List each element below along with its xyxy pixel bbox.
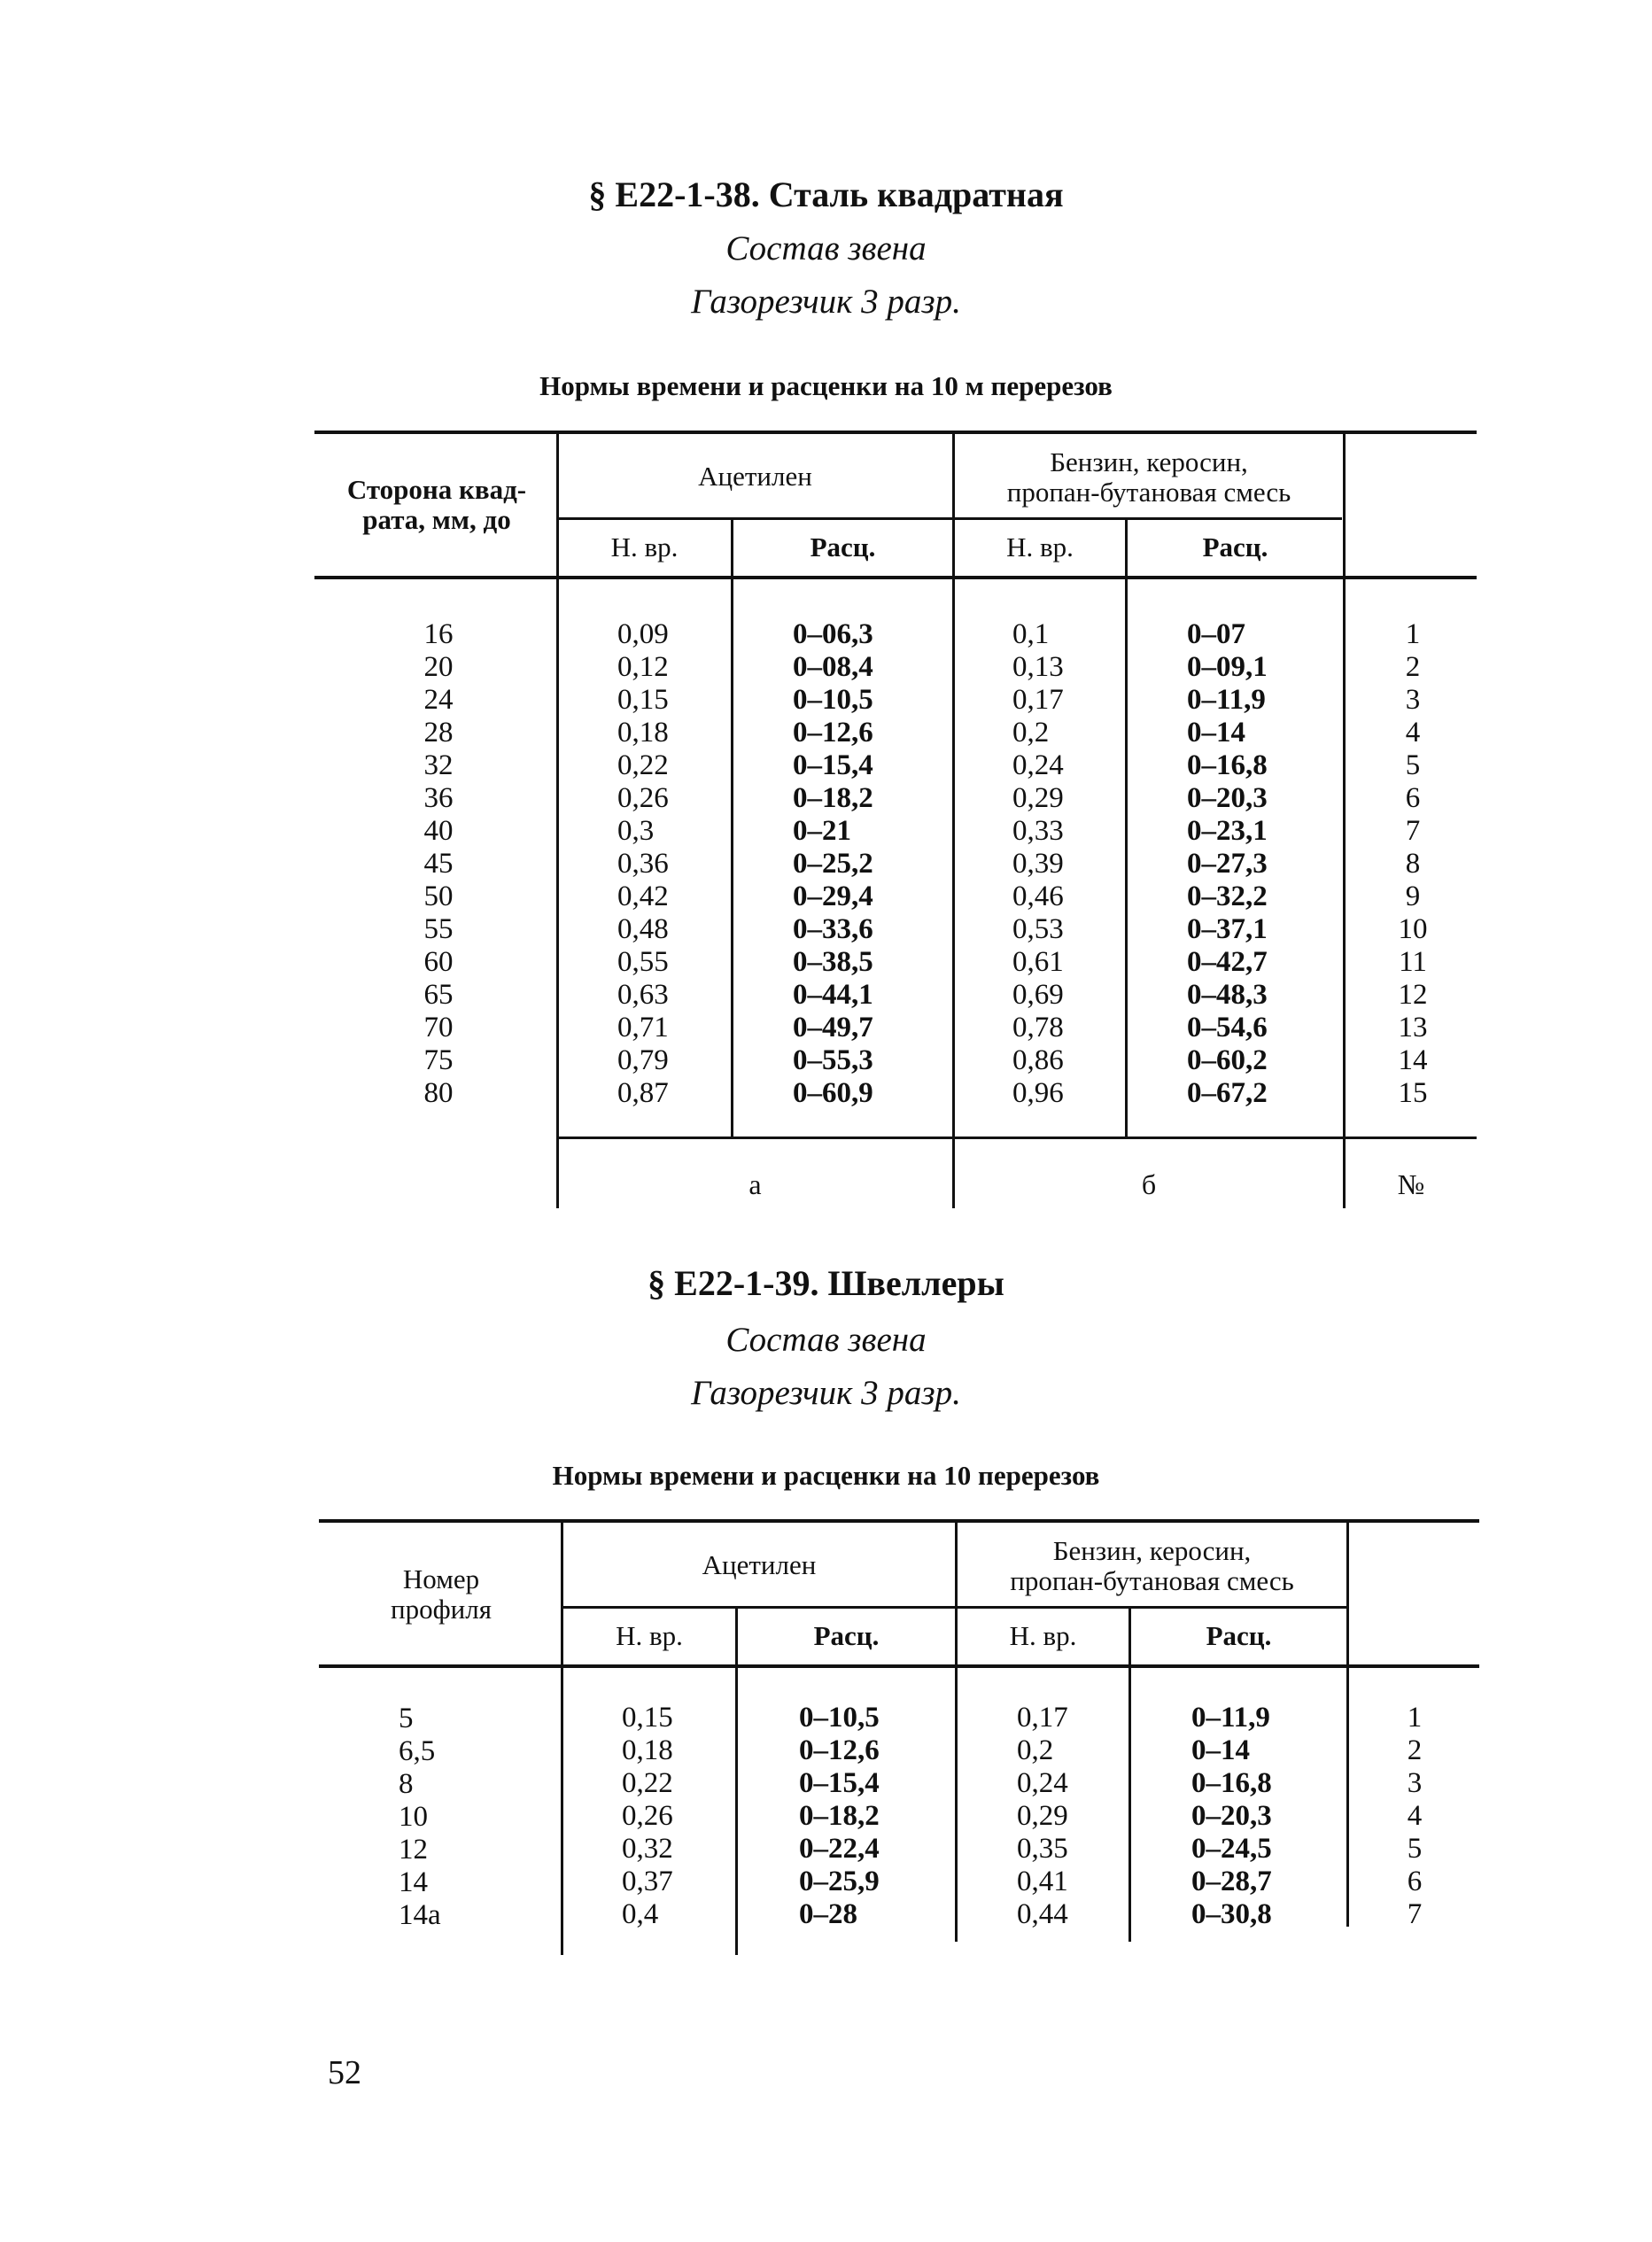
table-cell: 0,36 [617, 848, 669, 880]
table-1-group-rule [556, 517, 1342, 520]
table-cell: 0–48,3 [1187, 979, 1268, 1011]
table-cell: 20 [423, 651, 454, 683]
table-cell: 55 [423, 913, 454, 945]
table-cell: 0–12,6 [793, 717, 873, 749]
table-cell: 0,18 [617, 717, 669, 749]
table-cell: 0,3 [617, 815, 655, 847]
table-1-col-b-nvr [1012, 618, 1064, 1110]
table-2-col-profile-header: Номер профиля [391, 1563, 492, 1625]
table-cell: 70 [423, 1012, 454, 1043]
table-cell: 0,55 [617, 946, 669, 978]
table-cell: 0–28,7 [1191, 1866, 1272, 1897]
table-1-sub-nvr-b: Н. вр. [1006, 531, 1074, 562]
table-cell: 0,96 [1012, 1077, 1064, 1109]
table-cell: 80 [423, 1077, 454, 1109]
table-cell: 0,26 [617, 782, 669, 814]
table-cell: 0,2 [1017, 1734, 1054, 1766]
table-cell: 7 [1405, 815, 1421, 847]
section-2-crew-heading: Состав звена [725, 1321, 927, 1359]
table-cell: 0,24 [1017, 1767, 1068, 1799]
table-cell: 0–28 [799, 1898, 857, 1930]
table-cell: 36 [423, 782, 454, 814]
table-cell: 0–29,4 [793, 881, 873, 912]
section-1-table-caption: Нормы времени и расценки на 10 м перерезов [539, 370, 1113, 401]
table-2-vline-1 [561, 1521, 563, 1955]
table-cell: 0,35 [1017, 1833, 1068, 1865]
table-cell: 10 [399, 1801, 428, 1833]
table-cell: 0,37 [622, 1866, 673, 1897]
table-1-group-benzine: Бензин, керосин, пропан-бутановая смесь [1006, 446, 1291, 508]
table-cell: 0,24 [1012, 749, 1064, 781]
table-cell: 0–11,9 [1191, 1702, 1270, 1734]
table-1-sub-nvr-a: Н. вр. [610, 531, 679, 562]
table-2-sub-rasc-a: Расц. [813, 1620, 880, 1651]
table-cell: 0–15,4 [793, 749, 873, 781]
table-cell: 24 [423, 684, 454, 716]
table-cell: 0–25,9 [799, 1866, 880, 1897]
table-cell: 0–10,5 [793, 684, 873, 716]
table-cell: 15 [1398, 1077, 1428, 1109]
table-2-sub-rasc-b: Расц. [1206, 1620, 1272, 1651]
table-2-col-num [1384, 1702, 1446, 1931]
table-cell: 5 [1407, 1833, 1423, 1865]
table-2-vline-5 [1346, 1521, 1349, 1927]
table-1-vline-4 [1125, 519, 1128, 1137]
table-cell: 0–60,2 [1187, 1044, 1268, 1076]
table-cell: 0,42 [617, 881, 669, 912]
table-cell: 8 [1405, 848, 1421, 880]
table-cell: 14 [399, 1866, 428, 1898]
table-cell: 0,69 [1012, 979, 1064, 1011]
table-cell: 0–12,6 [799, 1734, 880, 1766]
table-cell: 10 [1398, 913, 1428, 945]
table-cell: 4 [1405, 717, 1421, 749]
table-cell: 6 [1407, 1866, 1423, 1897]
table-cell: 0,09 [617, 618, 669, 650]
table-cell: 1 [1405, 618, 1421, 650]
section-1-title: § Е22-1-38. Сталь квадратная [588, 175, 1064, 214]
table-cell: 0–06,3 [793, 618, 873, 650]
table-cell: 0–16,8 [1187, 749, 1268, 781]
table-1-sub-rasc-b: Расц. [1202, 531, 1268, 562]
table-cell: 0–08,4 [793, 651, 873, 683]
table-1-col-a-rasc [793, 618, 873, 1110]
table-cell: 28 [423, 717, 454, 749]
table-cell: 12 [1398, 979, 1428, 1011]
table-1-sub-rasc-a: Расц. [810, 531, 876, 562]
table-cell: 0,4 [622, 1898, 659, 1930]
table-cell: 0–60,9 [793, 1077, 873, 1109]
table-cell: 0–42,7 [1187, 946, 1268, 978]
table-cell: 0,87 [617, 1077, 669, 1109]
table-cell: 0–55,3 [793, 1044, 873, 1076]
table-cell: 0–37,1 [1187, 913, 1268, 945]
table-cell: 0–14 [1187, 717, 1245, 749]
table-2-vline-2 [735, 1608, 738, 1955]
table-cell: 0–33,6 [793, 913, 873, 945]
table-cell: 0,22 [617, 749, 669, 781]
table-cell: 0,26 [622, 1800, 673, 1832]
table-cell: 0,15 [622, 1702, 673, 1734]
table-cell: 0–44,1 [793, 979, 873, 1011]
table-cell: 16 [423, 618, 454, 650]
table-cell: 65 [423, 979, 454, 1011]
table-cell: 0,48 [617, 913, 669, 945]
table-cell: 6,5 [399, 1735, 436, 1767]
table-cell: 0–27,3 [1187, 848, 1268, 880]
table-cell: 32 [423, 749, 454, 781]
table-cell: 0–25,2 [793, 848, 873, 880]
table-cell: 0,46 [1012, 881, 1064, 912]
table-1-col-size [390, 618, 487, 1110]
table-cell: 8 [399, 1768, 414, 1800]
table-cell: 3 [1407, 1767, 1423, 1799]
table-cell: 0,22 [622, 1767, 673, 1799]
table-2-col-a-rasc [799, 1702, 880, 1931]
table-cell: 0,18 [622, 1734, 673, 1766]
table-1-group-acetylene: Ацетилен [698, 461, 812, 492]
table-cell: 0–20,3 [1191, 1800, 1272, 1832]
table-cell: 5 [399, 1703, 414, 1734]
table-2-header-rule [319, 1664, 1479, 1668]
table-cell: 13 [1398, 1012, 1428, 1043]
table-1-footer-no: № [1397, 1168, 1425, 1200]
table-2-col-b-nvr [1017, 1702, 1068, 1931]
table-cell: 0,79 [617, 1044, 669, 1076]
table-cell: 2 [1407, 1734, 1423, 1766]
table-cell: 0,2 [1012, 717, 1050, 749]
table-cell: 75 [423, 1044, 454, 1076]
table-2-vline-4 [1128, 1608, 1131, 1942]
table-cell: 0,17 [1012, 684, 1064, 716]
table-2-col-profile [399, 1702, 441, 1931]
table-cell: 11 [1399, 946, 1427, 978]
table-cell: 0,71 [617, 1012, 669, 1043]
table-cell: 7 [1407, 1898, 1423, 1930]
table-cell: 0–22,4 [799, 1833, 880, 1865]
table-cell: 9 [1405, 881, 1421, 912]
table-cell: 0–30,8 [1191, 1898, 1272, 1930]
table-cell: 4 [1407, 1800, 1423, 1832]
table-2-top-rule [319, 1519, 1479, 1523]
table-cell: 0–16,8 [1191, 1767, 1272, 1799]
table-cell: 0–54,6 [1187, 1012, 1268, 1043]
table-cell: 40 [423, 815, 454, 847]
table-cell: 14 [1398, 1044, 1428, 1076]
table-1-header-rule [314, 576, 1477, 579]
table-cell: 0,33 [1012, 815, 1064, 847]
table-cell: 1 [1407, 1702, 1423, 1734]
table-cell: 0–49,7 [793, 1012, 873, 1043]
table-cell: 0–09,1 [1187, 651, 1268, 683]
table-1-col-a-nvr [617, 618, 669, 1110]
table-cell: 0,32 [622, 1833, 673, 1865]
table-cell: 0–11,9 [1187, 684, 1266, 716]
table-cell: 0,29 [1012, 782, 1064, 814]
table-cell: 0,39 [1012, 848, 1064, 880]
table-cell: 0–14 [1191, 1734, 1250, 1766]
table-1-vline-5 [1343, 432, 1346, 1208]
table-cell: 0,44 [1017, 1898, 1068, 1930]
table-2-col-b-rasc [1191, 1702, 1272, 1931]
table-1-col-size-header: Сторона квад- рата, мм, до [346, 474, 527, 535]
section-1-crew: Газорезчик 3 разр. [691, 283, 961, 321]
table-cell: 0–23,1 [1187, 815, 1268, 847]
table-1-vline-2 [731, 519, 733, 1137]
table-cell: 0,13 [1012, 651, 1064, 683]
table-cell: 0,1 [1012, 618, 1050, 650]
table-cell: 5 [1405, 749, 1421, 781]
table-cell: 0–18,2 [793, 782, 873, 814]
table-cell: 0,29 [1017, 1800, 1068, 1832]
table-cell: 14а [399, 1899, 441, 1931]
section-2-title: § Е22-1-39. Швеллеры [648, 1263, 1004, 1303]
section-2-table-caption: Нормы времени и расценки на 10 перерезов [552, 1460, 1100, 1491]
table-cell: 0,53 [1012, 913, 1064, 945]
table-cell: 3 [1405, 684, 1421, 716]
table-1-col-b-rasc [1187, 618, 1268, 1110]
table-cell: 0,86 [1012, 1044, 1064, 1076]
table-cell: 0–21 [793, 815, 851, 847]
table-cell: 0–20,3 [1187, 782, 1268, 814]
table-cell: 12 [399, 1834, 428, 1866]
table-cell: 0–18,2 [799, 1800, 880, 1832]
table-2-col-a-nvr [622, 1702, 673, 1931]
table-cell: 0–15,4 [799, 1767, 880, 1799]
table-1-footer-a: а [748, 1168, 762, 1200]
table-cell: 0–32,2 [1187, 881, 1268, 912]
table-1-footer-rule [556, 1137, 1477, 1139]
table-1-col-num [1382, 618, 1444, 1110]
section-1-crew-heading: Состав звена [725, 229, 927, 268]
table-cell: 0–24,5 [1191, 1833, 1272, 1865]
table-2-group-rule [561, 1606, 1346, 1609]
table-cell: 2 [1405, 651, 1421, 683]
table-2-group-benzine: Бензин, керосин, пропан-бутановая смесь [1010, 1535, 1294, 1596]
table-cell: 60 [423, 946, 454, 978]
table-2-group-acetylene: Ацетилен [702, 1549, 817, 1580]
page-number: 52 [328, 2054, 361, 2091]
table-cell: 0–38,5 [793, 946, 873, 978]
table-1-footer-b: б [1141, 1168, 1157, 1200]
section-2-crew: Газорезчик 3 разр. [691, 1374, 961, 1412]
table-cell: 0,61 [1012, 946, 1064, 978]
table-2-sub-nvr-a: Н. вр. [616, 1620, 683, 1651]
table-cell: 0,78 [1012, 1012, 1064, 1043]
table-cell: 0–10,5 [799, 1702, 880, 1734]
table-cell: 0,41 [1017, 1866, 1068, 1897]
table-2-sub-nvr-b: Н. вр. [1009, 1620, 1077, 1651]
table-cell: 0,12 [617, 651, 669, 683]
table-cell: 50 [423, 881, 454, 912]
table-cell: 0,17 [1017, 1702, 1068, 1734]
table-cell: 0–07 [1187, 618, 1245, 650]
table-cell: 0,63 [617, 979, 669, 1011]
table-cell: 6 [1405, 782, 1421, 814]
table-1-top-rule [314, 431, 1477, 434]
table-cell: 45 [423, 848, 454, 880]
table-cell: 0,15 [617, 684, 669, 716]
table-cell: 0–67,2 [1187, 1077, 1268, 1109]
